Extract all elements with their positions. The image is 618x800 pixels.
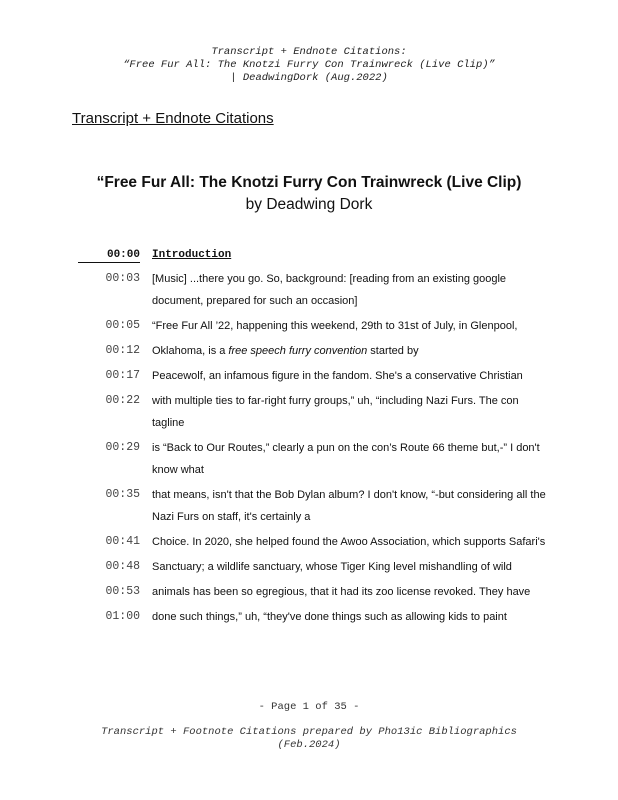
transcript-row — [0, 437, 618, 481]
row-text — [152, 340, 547, 362]
transcript-row — [0, 365, 618, 387]
transcript-row — [0, 556, 618, 578]
transcript-row — [0, 268, 618, 312]
row-text: “Free Fur All ’22, happening this weekend, 29th to 31st of July, in Glenpool, — [152, 320, 518, 332]
row-timestamp: 00:05 — [105, 319, 140, 332]
transcript-byline: by Deadwing Dork — [245, 196, 373, 213]
header-line-1: Transcript + Endnote Citations: — [211, 46, 407, 58]
page-number: - Page 1 of 35 - — [258, 701, 360, 713]
footer-line-2: (Feb.2024) — [277, 739, 341, 751]
header-line-3: | DeadwingDork (Aug.2022) — [230, 72, 388, 84]
row-text: with multiple ties to far-right furry groups,” uh, “including Nazi Furs. The con tagline — [152, 395, 519, 429]
transcript-row — [0, 531, 618, 553]
row-text-emphasis: free speech furry convention — [228, 345, 368, 357]
row-text-after: started by — [367, 345, 419, 357]
transcript-row — [0, 315, 618, 337]
row-text: Sanctuary; a wildlife sanctuary, whose Tiger King level mishandling of wild — [152, 561, 512, 573]
transcript-title: “Free Fur All: The Knotzi Furry Con Trainwreck (Live Clip) — [96, 174, 522, 191]
transcript-row — [0, 606, 618, 628]
row-text: Peacewolf, an infamous figure in the fandom. She's a conservative Christian — [152, 370, 523, 382]
document-label: Transcript + Endnote Citations — [72, 110, 274, 127]
row-text-before: Oklahoma, is a — [152, 345, 229, 357]
row-timestamp: 00:48 — [105, 560, 140, 573]
footer-line-1: Transcript + Footnote Citations prepared by Pho13ic Bibliographics — [101, 726, 517, 738]
row-timestamp: 00:03 — [105, 272, 140, 285]
header-line-2: “Free Fur All: The Knotzi Furry Con Trainwreck (Live Clip)” — [123, 59, 495, 71]
row-text: that means, isn't that the Bob Dylan album? I don't know, “-but considering all the Nazi Furs on staff, it's certainly a — [152, 489, 546, 523]
row-timestamp: 00:22 — [105, 394, 140, 407]
section-heading — [78, 249, 238, 263]
row-text: is “Back to Our Routes,” clearly a pun on the con’s Route 66 theme but,-” I don't know what — [152, 442, 540, 476]
transcript-rows — [0, 268, 618, 631]
row-text: [Music] ...there you go. So, background: [reading from an existing google document, prepared for such an occasion] — [152, 273, 507, 307]
section-timestamp: 00:00 — [78, 249, 140, 263]
transcript-row — [0, 390, 618, 434]
row-text: done such things,” uh, “they've done things such as allowing kids to paint — [152, 611, 507, 623]
row-timestamp: 00:35 — [105, 488, 140, 501]
transcript-row — [0, 484, 618, 528]
row-timestamp: 00:53 — [105, 585, 140, 598]
transcript-row — [0, 340, 618, 362]
row-timestamp: 00:17 — [105, 369, 140, 382]
document-header — [0, 46, 618, 85]
document-footer — [0, 726, 618, 752]
section-label: Introduction — [152, 249, 232, 261]
row-timestamp: 00:41 — [105, 535, 140, 548]
row-text: Choice. In 2020, she helped found the Awoo Association, which supports Safari's — [152, 536, 546, 548]
row-text: animals has been so egregious, that it had its zoo license revoked. They have — [152, 586, 531, 598]
row-timestamp: 01:00 — [105, 610, 140, 623]
row-timestamp: 00:12 — [105, 344, 140, 357]
transcript-row — [0, 581, 618, 603]
row-timestamp: 00:29 — [105, 441, 140, 454]
